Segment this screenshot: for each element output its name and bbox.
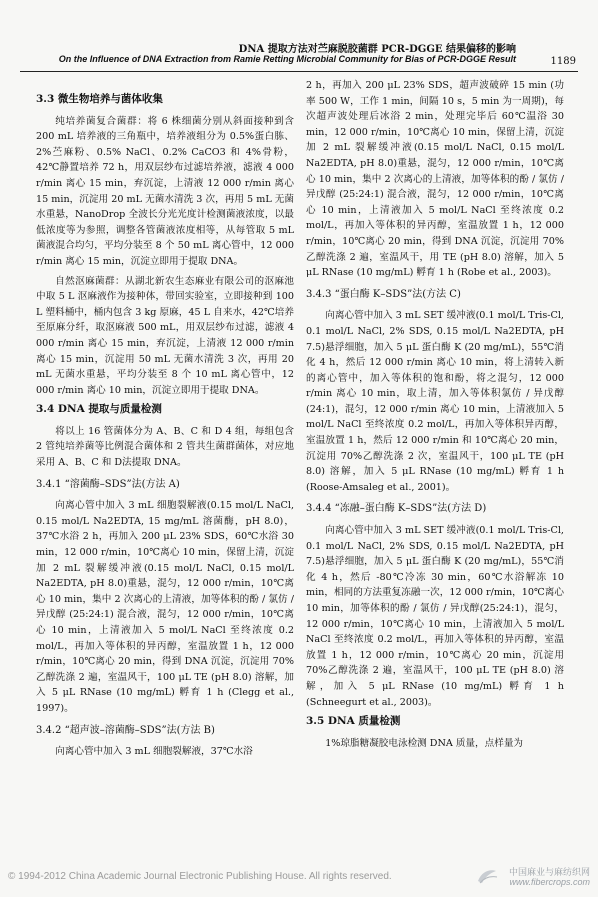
paragraph-pure-culture: 纯培养菌复合菌群：将 6 株细菌分别从斜面接种到含 200 mL 培养液的三角瓶中，培养液组分为 0.5%蛋白胨、2%苎麻粉、0.5% NaCl、0.2% CaCO3 和 4%骨粉，42℃静置培养 72 h，用双层纱布过滤培养液，滤液 4 000 r/min 离心 15 min，弃沉淀，上清液 12 000 r/min 离心 15 min，沉淀用 20 mL 无菌水清洗 3 次，再用 5 mL 无菌水重悬，NanoDrop 全波长分光光度计检测菌液浓度，以最低浓度等为参照，调整各管菌液浓度相等，从每管取 5 mL 菌液混合均匀，平均分装至 8 个 50 mL 离心管中，12 000 r/min 离心 15 min，沉淀立即用于提取 DNA。 <box>36 115 294 267</box>
page-footer <box>8 865 590 891</box>
section-heading-3-4: 3.4 DNA 提取与质量检测 <box>36 403 162 416</box>
subsection-heading-3-4-2: 3.4.2 “超声波–溶菌酶–SDS”法(方法 B) <box>36 724 215 736</box>
subsection-heading-3-4-1: 3.4.1 “溶菌酶–SDS”法(方法 A) <box>36 478 180 490</box>
paragraph-quality-check: 1%琼脂糖凝胶电泳检测 DNA 质量，点样量为 <box>325 737 524 749</box>
left-column <box>36 90 294 764</box>
fiber-site-logo-icon <box>476 867 498 885</box>
header-title-cn: DNA 提取方法对苎麻脱胶菌群 PCR-DGGE 结果偏移的影响 <box>238 44 516 55</box>
subsection-heading-3-4-3: 3.4.3 “蛋白酶 K–SDS”法(方法 C) <box>306 288 461 300</box>
paragraph-method-d: 向离心管中加入 3 mL SET 缓冲液(0.1 mol/L Tris-Cl, 0.1 mol/L NaCl, 2% SDS, 0.15 mol/L Na2EDTA, pH 7.5)悬浮细胞，加入 5 μL 蛋白酶 K (20 mg/mL)，55℃消化 4 h，然后 -80℃冷冻 30 min，60℃水浴解冻 10 min，相同的方法重复冻融一次，12 000 r/min，10℃离心 10 min，加等体积的酚 / 氯仿 / 异戊醇(25:24:1)，混匀，12 000 r/min，10℃离心 10 min，上清液加入 5 mol/L NaCl 至终浓度 0.2 mol/L，再加入等体积的异丙醇，室温放置 1 h，12 000 r/min，10℃离心 20 min，沉淀用 70%乙醇洗涤 2 遍，室温风干，100 μL TE (pH 8.0) 溶解，加入 5 μL RNase (10 mg/mL) 孵育 1 h (Schneegurt et al., 2003)。 <box>306 525 564 708</box>
header-rule <box>20 71 578 72</box>
section-heading-3-3: 3.3 微生物培养与菌体收集 <box>36 93 163 105</box>
copyright-notice: © 1994-2012 China Academic Journal Electronic Publishing House. All rights reserved. <box>8 871 392 882</box>
watermark-site-url: www.fibercrops.com <box>509 877 590 887</box>
subsection-heading-3-4-4: 3.4.4 “冻融–蛋白酶 K–SDS”法(方法 D) <box>306 503 487 515</box>
paragraph-method-a: 向离心管中加入 3 mL 细胞裂解液(0.15 mol/L NaCl, 0.15 mol/L Na2EDTA, 15 mg/mL 溶菌酶，pH 8.0)，37℃水浴 2 h，再加入 200 μL 23% SDS，60℃水浴 30 min，12 000 r/min，10℃离心 10 min，保留上清，沉淀加 2 mL 裂解缓冲液(0.15 mol/L NaCl, 0.15 mol/L Na2EDTA, pH 8.0)重悬，混匀，12 000 r/min，10℃离心 10 min，集中 2 次离心的上清液，加等体积的酚 / 氯仿 / 异戊醇 (25:24:1) 混合液，混匀，12 000 r/min，10℃离心 10 min，上清液加入 5 mol/L NaCl 至终浓度 0.2 mol/L，再加入等体积的异丙醇，室温放置 1 h，12 000 r/min，10℃离心 20 min，得到 DNA 沉淀，沉淀用 70%乙醇洗涤 2 遍，室温风干，100 μL TE (pH 8.0) 溶解，加入 5 μL RNase (10 mg/mL) 孵育 1 h (Clegg et al., 1997)。 <box>36 500 294 714</box>
paragraph-method-b-cont: 2 h，再加入 200 μL 23% SDS，超声波破碎 15 min (功率 500 W，工作 1 min，间隔 10 s，5 min 为一周期)，每次超声波处理后冰浴 2 min，处理完毕后 60℃温浴 30 min，12 000 r/min，10℃离心 10 min，保留上清，沉淀加 2 mL 裂解缓冲液(0.15 mol/L NaCl, 0.15 mol/L Na2EDTA, pH 8.0)重悬，混匀，12 000 r/min，10℃离心 10 min，集中 2 次离心的上清液，加等体积的酚 / 氯仿 / 异戊醇 (25:24:1) 混合液，混匀，12 000 r/min，10℃离心 10 min，上清液加入 5 mol/L NaCl 至终浓度 0.2 mol/L，再加入等体积的异丙醇，室温放置 1 h，12 000 r/min，10℃离心 20 min，得到 DNA 沉淀，沉淀用 70%乙醇洗涤 2 遍，室温风干，用 TE (pH 8.0) 溶解，加入 5 μL RNase (10 mg/mL) 孵育 1 h (Robe et al., 2003)。 <box>306 80 564 279</box>
section-heading-3-5: 3.5 DNA 质量检测 <box>306 715 401 728</box>
right-column <box>306 78 564 755</box>
page-number: 1189 <box>550 56 576 67</box>
header-title-en: On the Influence of DNA Extraction from Ramie Retting Microbial Community for Bias of PCR-DGGE Result <box>58 54 516 64</box>
paragraph-grouping: 将以上 16 管菌体分为 A、B、C 和 D 4 组，每组包含 2 管纯培养菌等比例混合菌体和 2 管共生菌群菌体，对应地采用 A、B、C 和 D法提取 DNA。 <box>36 425 294 469</box>
watermark-site-name: 中国麻业与麻纺织网 <box>508 867 590 877</box>
paragraph-method-b-start: 向离心管中加入 3 mL 细胞裂解液，37℃水浴 <box>55 746 253 758</box>
paragraph-natural-retting: 自然沤麻菌群：从湖北新农生态麻业有限公司的沤麻池中取 5 L 沤麻液作为接种体，带回实验室，立即接种到 100 L 塑料桶中，桶内包含 3 kg 原麻，45 L 自来水，42℃培养至原麻分纤，取沤麻液 500 mL，用双层纱布过滤，滤液 4 000 r/min 离心 15 min，弃沉淀，上清液 12 000 r/min 离心 15 min，沉淀用 50 mL 无菌水清洗 3 次，再用 20 mL 无菌水重悬，平均分装至 8 个 10 mL 离心管中，12 000 r/min 离心 10 min，沉淀立即用于提取 DNA。 <box>36 275 294 396</box>
paragraph-method-c: 向离心管中加入 3 mL SET 缓冲液(0.1 mol/L Tris-Cl, 0.1 mol/L NaCl, 2% SDS, 0.15 mol/L Na2EDTA, pH 7.5)悬浮细胞，加入 5 μL 蛋白酶 K (20 mg/mL)，55℃消化 4 h，然后 12 000 r/min 离心 10 min，将上清转入新的离心管中，加入等体积的饱和酚，将之混匀，12 000 r/min 离心 10 min，取上清，加入等体积氯仿 / 异戊醇(24:1)，混匀，12 000 r/min 离心 10 min，上清液加入 5 mol/L NaCl 至终浓度 0.2 mol/L，再加入等体积异丙醇，室温放置 1 h，然后 12 000 r/min 和 10℃离心 20 min，沉淀用 70%乙醇洗涤 2 次，室温风干，100 μL TE (pH 8.0) 溶解，加入 5 μL RNase (10 mg/mL) 孵育 1 h (Roose-Amsaleg et al., 2001)。 <box>306 310 564 493</box>
